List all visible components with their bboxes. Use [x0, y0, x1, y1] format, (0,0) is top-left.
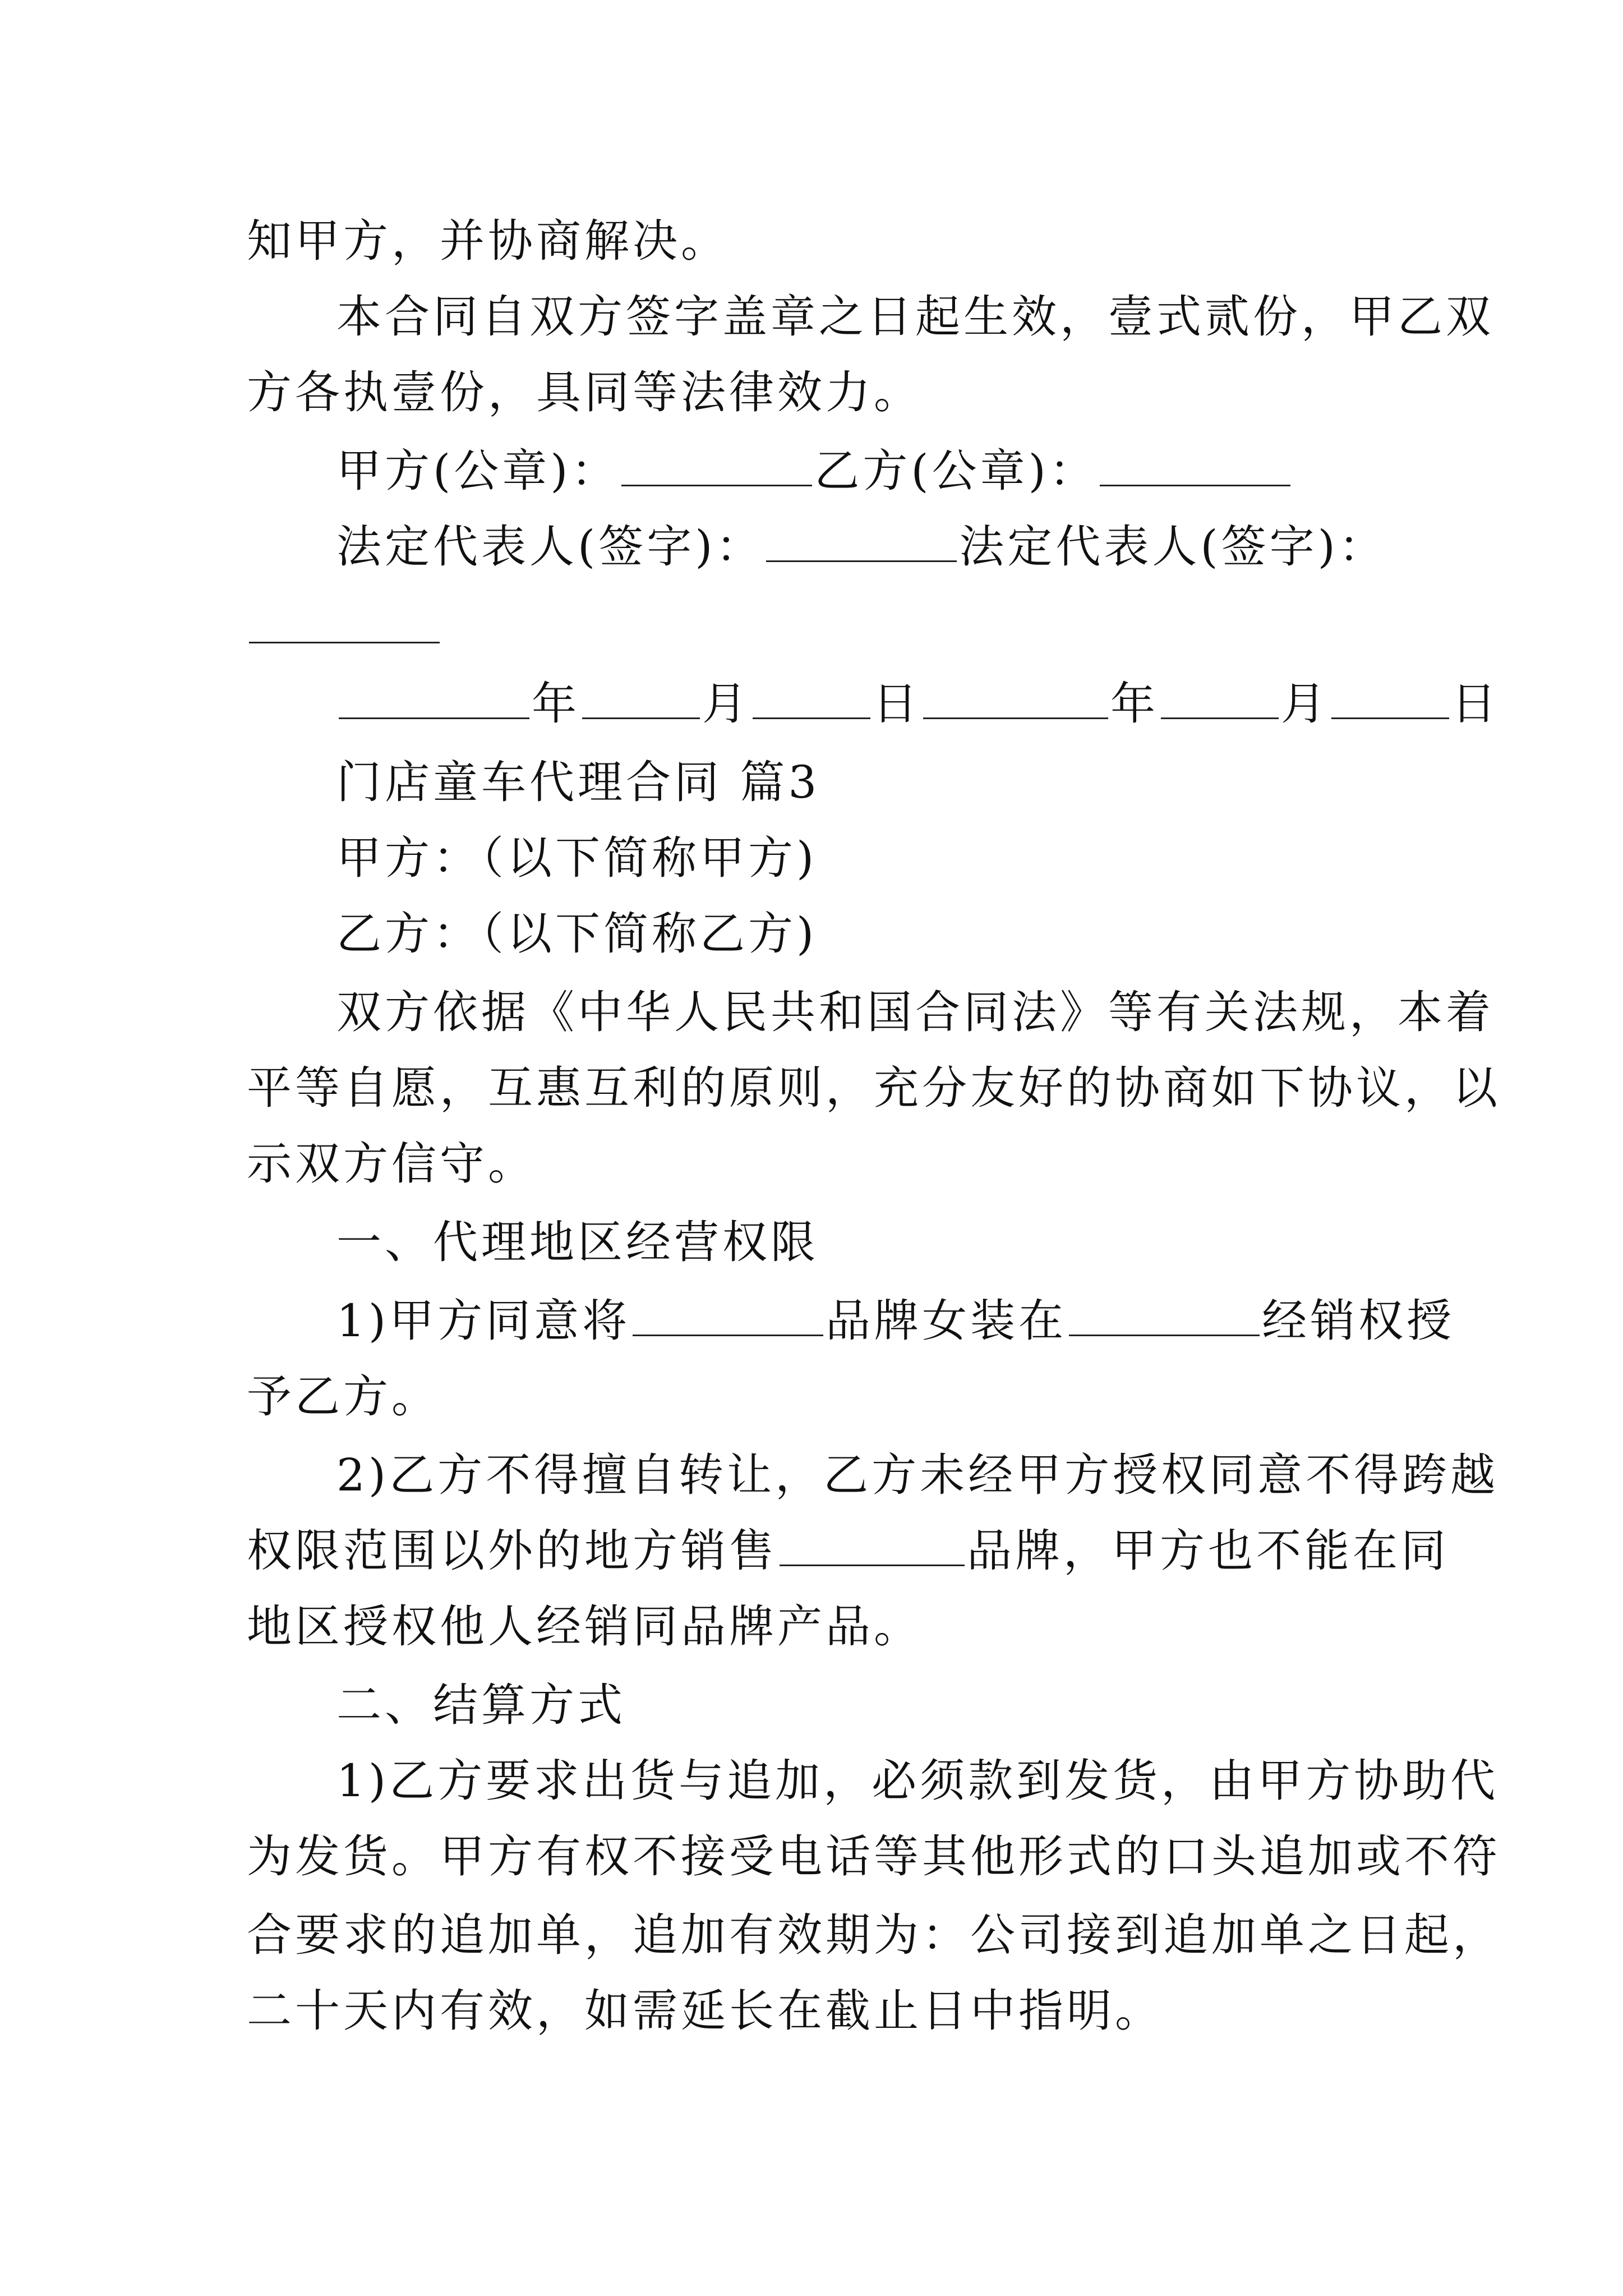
date-line	[336, 676, 1500, 732]
year-label: 年	[1110, 678, 1159, 730]
text-line: 为发货。甲方有权不接受电话等其他形式的口头追加或不符	[247, 1830, 1501, 1883]
brand-blank	[633, 1294, 823, 1336]
party-b-rep-label: 法定代表人(签字)：	[959, 521, 1387, 573]
section-heading: 二、结算方式	[336, 1679, 626, 1731]
text-line: 二十天内有效，如需延长在截止日中指明。	[247, 1985, 1163, 2037]
month-label: 月	[702, 678, 750, 730]
date-b-day-blank	[1331, 677, 1449, 719]
party-b-line: 乙方：（以下简称乙方)	[336, 908, 818, 960]
clause-text: 权限范围以外的地方销售	[247, 1525, 777, 1577]
date-a-day-blank	[753, 677, 870, 719]
clause-text: 经销权授	[1262, 1295, 1455, 1347]
party-a-rep-label: 法定代表人(签字)：	[336, 521, 764, 573]
party-b-seal-blank	[1100, 444, 1290, 486]
year-label: 年	[532, 678, 580, 730]
date-b-month-blank	[1161, 677, 1279, 719]
date-a-month-blank	[582, 677, 700, 719]
party-a-seal-blank	[621, 444, 812, 486]
signature-rep-line	[336, 519, 1387, 575]
text-line: 双方依据《中华人民共和国合同法》等有关法规，本着	[336, 986, 1494, 1038]
region-blank	[1069, 1294, 1260, 1336]
party-a-line: 甲方：（以下简称甲方)	[336, 832, 818, 884]
text-line: 予乙方。	[247, 1370, 440, 1423]
text-line: 知甲方，并协商解决。	[247, 215, 729, 267]
date-b-year-blank	[923, 677, 1108, 719]
text-line: 本合同自双方签字盖章之日起生效，壹式贰份，甲乙双	[336, 291, 1494, 343]
signature-seal-line	[336, 443, 1293, 499]
text-line: 合要求的追加单，追加有效期为：公司接到追加单之日起，	[247, 1909, 1501, 1961]
date-a-year-blank	[339, 677, 529, 719]
text-line: 示双方信守。	[247, 1138, 536, 1190]
day-label: 日	[873, 678, 921, 730]
clause-text: 品牌女装在	[826, 1295, 1067, 1347]
clause-text: 品牌，甲方也不能在同	[967, 1525, 1449, 1577]
party-b-rep-blank	[249, 601, 440, 643]
text-line: 地区授权他人经销同品牌产品。	[247, 1600, 922, 1653]
text-line: 2)乙方不得擅自转让，乙方未经甲方授权同意不得跨越	[336, 1449, 1499, 1501]
party-a-seal-label: 甲方(公章)：	[336, 445, 620, 497]
clause-line	[247, 1523, 1449, 1579]
clause-text: 1)甲方同意将	[336, 1295, 631, 1347]
text-line: 方各执壹份，具同等法律效力。	[247, 366, 922, 418]
clause-line	[336, 1293, 1455, 1349]
month-label: 月	[1281, 678, 1329, 730]
signature-rep-continuation	[247, 600, 442, 656]
day-label: 日	[1451, 678, 1500, 730]
text-line: 平等自愿，互惠互利的原则，充分友好的协商如下协议，以	[247, 1062, 1501, 1114]
party-b-seal-label: 乙方(公章)：	[814, 445, 1098, 497]
text-line: 1)乙方要求出货与追加，必须款到发货，由甲方协助代	[336, 1755, 1499, 1807]
brand-blank	[780, 1524, 965, 1566]
contract-title: 门店童车代理合同 篇3	[336, 756, 820, 808]
section-heading: 一、代理地区经营权限	[336, 1216, 819, 1268]
party-a-rep-blank	[766, 520, 957, 562]
